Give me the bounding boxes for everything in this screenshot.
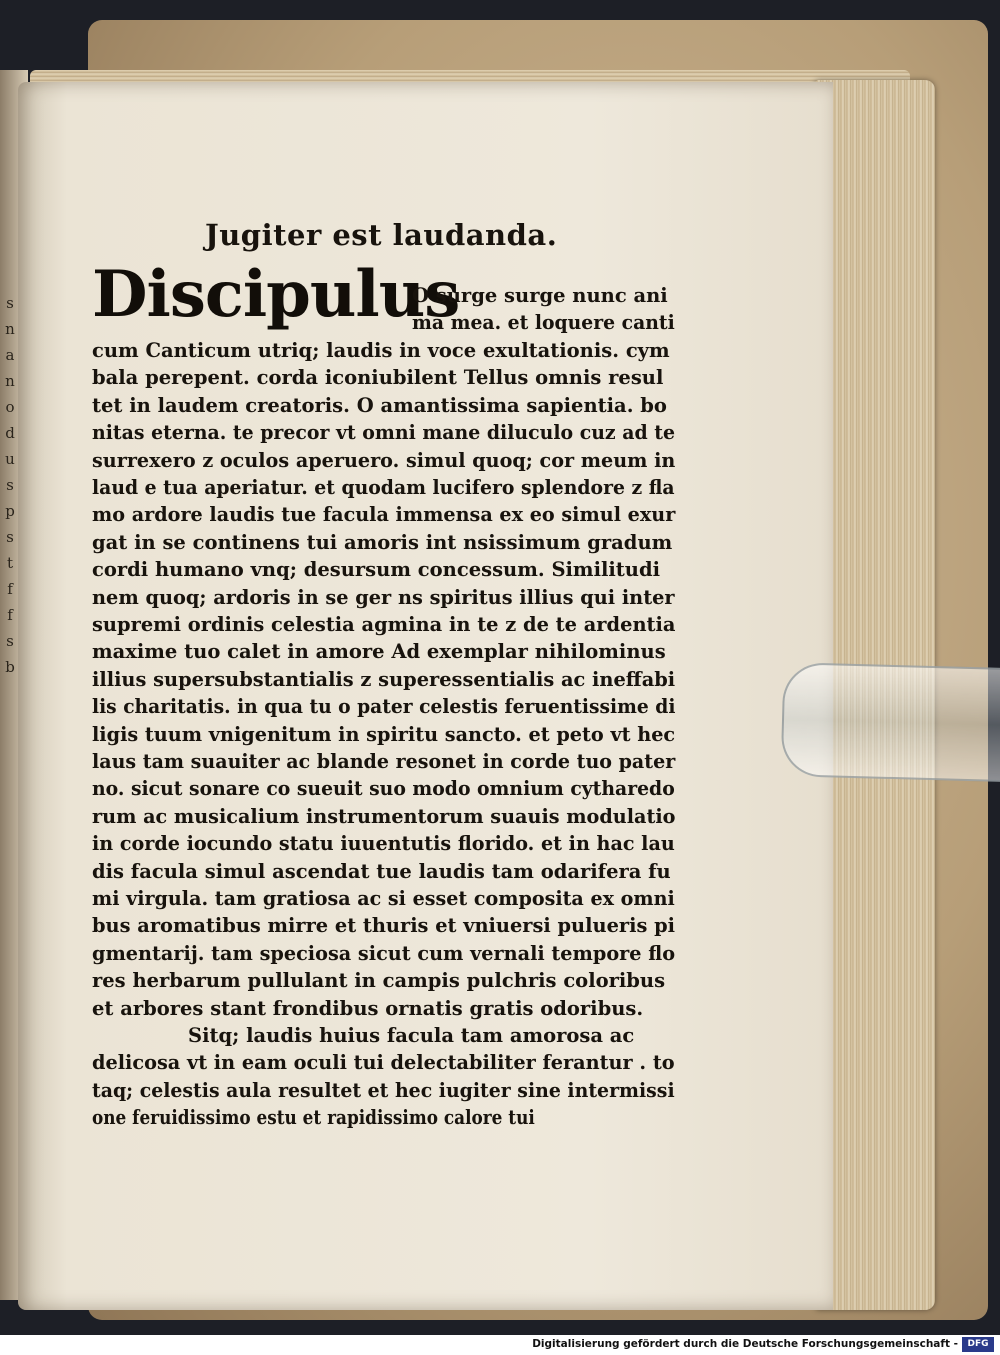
text-line: laus tam suauiter ac blande resonet in corde tuo pater bbox=[92, 750, 676, 773]
text-line: cordi humano vnq; desursum concessum. Similitudi bbox=[92, 558, 661, 582]
text-line: dis facula simul ascendat tue laudis tam odarifera fu bbox=[92, 859, 671, 883]
facing-page-letter: s bbox=[6, 294, 14, 312]
text-line: no. sicut sonare co sueuit suo modo omnium cytharedo bbox=[92, 777, 675, 801]
facing-page-letter: n bbox=[5, 320, 15, 338]
text-line: ma mea. et loquere canti bbox=[412, 311, 675, 334]
text-line: bus aromatibus mirre et thuris et vniuersi pulueris pi bbox=[92, 914, 675, 938]
text-line: illius supersubstantialis z superessentialis ac ineffabi bbox=[92, 667, 676, 691]
facing-page-letters bbox=[0, 290, 20, 680]
facing-page-letter: f bbox=[7, 580, 13, 598]
footer-bar bbox=[0, 1335, 1000, 1355]
text-line: et arbores stant frondibus ornatis gratis odoribus. bbox=[92, 996, 644, 1020]
text-line: O surge surge nunc ani bbox=[412, 284, 668, 307]
text-line: Sitq; laudis huius facula tam amorosa ac bbox=[188, 1024, 635, 1047]
facing-page-letter: s bbox=[6, 632, 14, 650]
facing-page-letter: s bbox=[6, 528, 14, 546]
facing-page-letter: a bbox=[5, 346, 15, 364]
text-line: mo ardore laudis tue facula immensa ex eo simul exur bbox=[92, 503, 676, 527]
text-line: one feruidissimo estu et rapidissimo calore tui bbox=[92, 1106, 535, 1130]
text-line: maxime tuo calet in amore Ad exemplar nihilominus bbox=[92, 640, 666, 664]
text-line: mi virgula. tam gratiosa ac si esset composita ex omni bbox=[92, 887, 675, 910]
facing-page-letter: u bbox=[5, 450, 15, 468]
text-line: gat in se continens tui amoris int nsissimum gradum bbox=[92, 530, 673, 554]
page-heading: Jugiter est laudanda. bbox=[205, 218, 558, 252]
text-line: laud e tua aperiatur. et quodam lucifero splendore z fla bbox=[92, 476, 675, 499]
glass-clip bbox=[781, 662, 1000, 782]
text-line: res herbarum pullulant in campis pulchris coloribus bbox=[92, 969, 666, 993]
text-line: gmentarij. tam speciosa sicut cum vernali tempore flo bbox=[92, 941, 676, 965]
footer-credit: Digitalisierung gefördert durch die Deutsche Forschungsgemeinschaft - bbox=[532, 1338, 958, 1350]
text-line: bala perepent. corda iconiubilent Tellus omnis resul bbox=[92, 366, 664, 390]
text-line: lis charitatis. in qua tu o pater celestis feruentissime di bbox=[92, 695, 676, 719]
text-line: in corde iocundo statu iuuentutis florido. et in hac lau bbox=[92, 832, 675, 856]
facing-page-letter: s bbox=[6, 476, 14, 494]
dfg-logo: DFG bbox=[962, 1337, 994, 1352]
text-line: taq; celestis aula resultet et hec iugiter sine intermissi bbox=[92, 1078, 675, 1102]
facing-page-letter: p bbox=[5, 502, 15, 520]
facing-page-letter: d bbox=[5, 424, 15, 442]
text-line: tet in laudem creatoris. O amantissima sapientia. bo bbox=[92, 393, 667, 417]
text-line: delicosa vt in eam oculi tui delectabiliter ferantur . to bbox=[92, 1051, 675, 1075]
text-line: nitas eterna. te precor vt omni mane diluculo cuz ad te bbox=[92, 421, 675, 445]
text-line: nem quoq; ardoris in se ger ns spiritus illius qui inter bbox=[92, 585, 675, 609]
facing-page-letter: b bbox=[5, 658, 15, 676]
facing-page-letter: f bbox=[7, 606, 13, 624]
facing-page-letter: n bbox=[5, 372, 15, 390]
facing-page-letter: t bbox=[6, 554, 14, 572]
text-line: cum Canticum utriq; laudis in voce exultationis. cym bbox=[92, 339, 670, 362]
text-line: ligis tuum vnigenitum in spiritu sancto. et peto vt hec bbox=[92, 722, 676, 746]
text-line: supremi ordinis celestia agmina in te z de te ardentia bbox=[92, 613, 676, 636]
initial-word: Discipulus bbox=[92, 257, 460, 332]
text-line: rum ac musicalium instrumentorum suauis modulatio bbox=[92, 804, 676, 828]
text-line: surrexero z oculos aperuero. simul quoq; cor meum in bbox=[92, 448, 676, 472]
facing-page-letter: o bbox=[5, 398, 15, 416]
